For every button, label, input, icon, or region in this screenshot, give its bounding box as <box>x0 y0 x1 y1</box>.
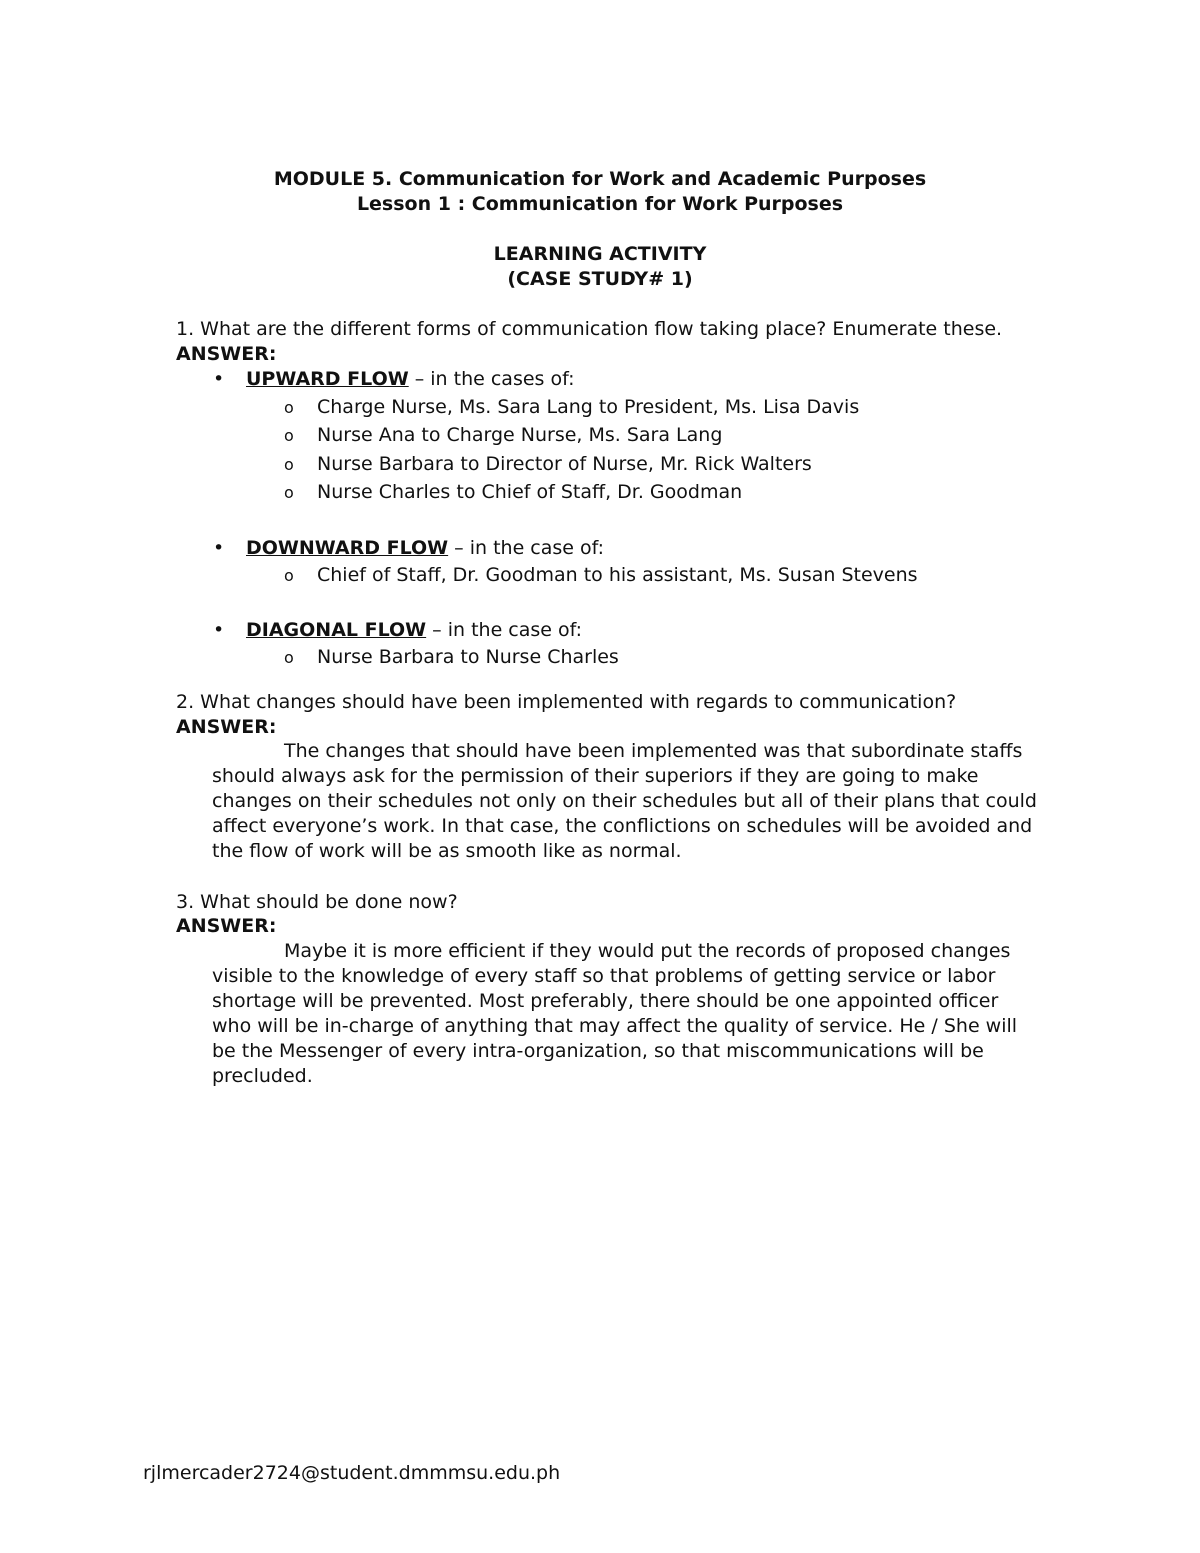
sub-bullet: o <box>284 566 294 585</box>
activity-subtitle: (CASE STUDY# 1) <box>507 268 693 290</box>
answer-3-line: be the Messenger of every intra-organization, so that miscommunications will be <box>212 1040 984 1062</box>
answer-3-line: precluded. <box>212 1065 313 1087</box>
flow-upward-suffix: – in the cases of: <box>408 368 575 390</box>
flow-upward-name: UPWARD FLOW <box>246 368 409 390</box>
bullet-downward: • <box>213 537 225 559</box>
flow-diagonal <box>246 618 582 642</box>
flow-downward-name: DOWNWARD FLOW <box>246 537 449 559</box>
question-3: 3. What should be done now? <box>176 891 458 913</box>
answer-2-line: affect everyone’s work. In that case, the conflictions on schedules will be avoided and <box>212 815 1033 837</box>
answer-3-line: shortage will be prevented. Most preferably, there should be one appointed officer <box>212 990 999 1012</box>
sub-bullet: o <box>284 398 294 417</box>
list-item-text: Nurse Ana to Charge Nurse, Ms. Sara Lang <box>317 424 723 446</box>
bullet-diagonal: • <box>213 619 225 641</box>
answer-3-line: who will be in-charge of anything that may affect the quality of service. He / She will <box>212 1015 1018 1037</box>
flow-upward <box>246 367 575 391</box>
list-item-text: Nurse Barbara to Nurse Charles <box>317 646 619 668</box>
answer-3-paragraph <box>212 939 1062 1089</box>
flow-downward <box>246 536 604 560</box>
flow-downward-suffix: – in the case of: <box>448 537 605 559</box>
question-2: 2. What changes should have been implemented with regards to communication? <box>176 691 957 713</box>
flow-diagonal-name: DIAGONAL FLOW <box>246 619 427 641</box>
answer-label-3: ANSWER: <box>176 915 277 937</box>
bullet-upward: • <box>213 368 225 390</box>
module-title: MODULE 5. Communication for Work and Academic Purposes <box>273 168 927 190</box>
list-item-text: Chief of Staff, Dr. Goodman to his assistant, Ms. Susan Stevens <box>317 564 918 586</box>
answer-2-line: changes on their schedules not only on their schedules but all of their plans that could <box>212 790 1037 812</box>
answer-2-line: The changes that should have been implemented was that subordinate staffs <box>284 740 1023 762</box>
sub-bullet: o <box>284 648 294 667</box>
activity-title: LEARNING ACTIVITY <box>493 243 707 265</box>
answer-2-paragraph <box>212 739 1062 864</box>
answer-3-line: Maybe it is more efficient if they would put the records of proposed changes <box>284 940 1011 962</box>
answer-2-line: the flow of work will be as smooth like as normal. <box>212 840 682 862</box>
list-item-text: Nurse Barbara to Director of Nurse, Mr. Rick Walters <box>317 453 812 475</box>
answer-label-2: ANSWER: <box>176 716 277 738</box>
answer-label-1: ANSWER: <box>176 343 277 365</box>
sub-bullet: o <box>284 455 294 474</box>
question-1: 1. What are the different forms of communication flow taking place? Enumerate these. <box>176 318 1003 340</box>
sub-bullet: o <box>284 426 294 445</box>
lesson-title: Lesson 1 : Communication for Work Purposes <box>356 193 844 215</box>
list-item-text: Charge Nurse, Ms. Sara Lang to President, Ms. Lisa Davis <box>317 396 860 418</box>
footer-email: rjlmercader2724@student.dmmmsu.edu.ph <box>143 1462 561 1484</box>
answer-2-line: should always ask for the permission of their superiors if they are going to make <box>212 765 979 787</box>
sub-bullet: o <box>284 483 294 502</box>
flow-diagonal-suffix: – in the case of: <box>426 619 583 641</box>
list-item-text: Nurse Charles to Chief of Staff, Dr. Goodman <box>317 481 743 503</box>
answer-3-line: visible to the knowledge of every staff so that problems of getting service or labor <box>212 965 996 987</box>
